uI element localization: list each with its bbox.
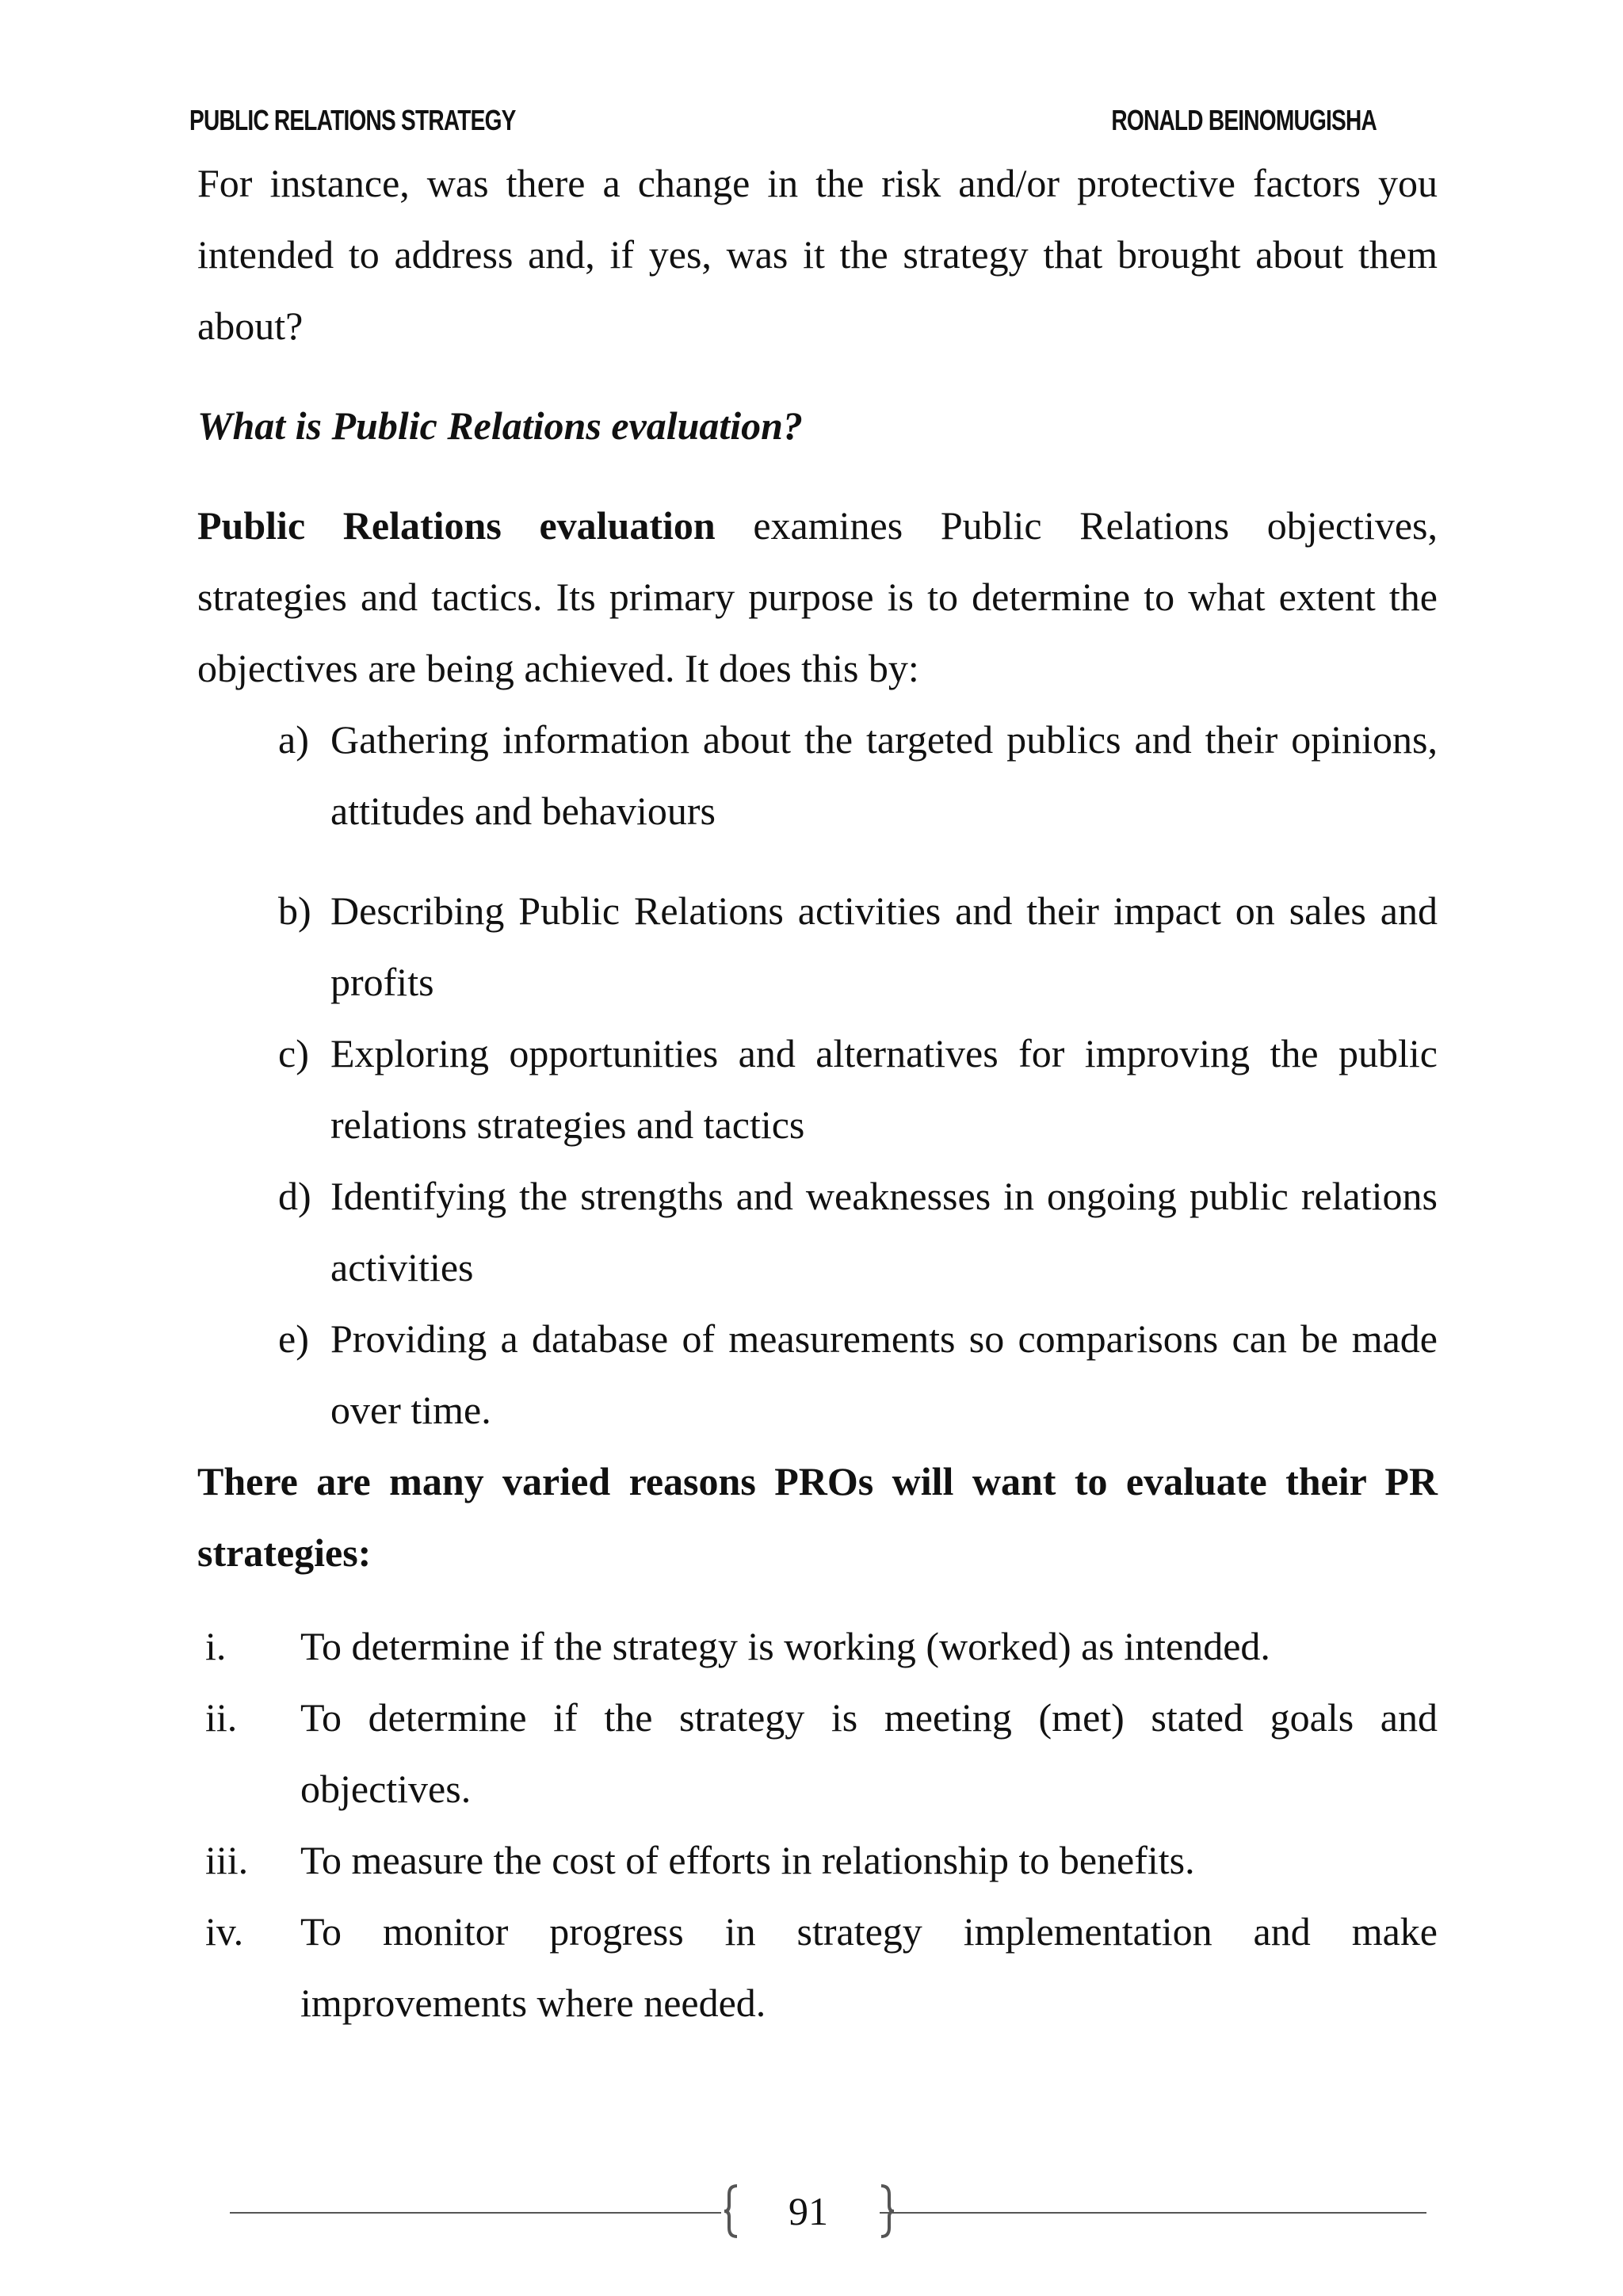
list-item	[197, 1682, 1438, 1824]
list-item-text: To measure the cost of efforts in relationship to benefits.	[300, 1838, 1195, 1882]
page-footer	[230, 2176, 1426, 2247]
list-item	[278, 1303, 1438, 1446]
section-heading: What is Public Relations evaluation?	[197, 403, 803, 448]
author-header: RONALD BEINOMUGISHA	[1111, 104, 1377, 136]
list-item	[197, 1610, 1438, 1682]
list-marker: i.	[205, 1624, 227, 1668]
definition-first-rest: examines Public Relations objectives,	[715, 503, 1438, 548]
list-item	[278, 704, 1438, 846]
list-item	[278, 875, 1438, 1018]
list-item-text: To determine if the strategy is working (worked) as intended.	[300, 1624, 1270, 1668]
list-item-text: Describing Public Relations activities and their impact on sales and profits	[330, 888, 1438, 1004]
reasons-heading: There are many varied reasons PROs will want to evaluate their PR strategies:	[197, 1459, 1438, 1575]
page-body	[197, 147, 1438, 2038]
list-item	[197, 1824, 1438, 1896]
list-marker: d)	[278, 1174, 311, 1218]
book-title-header: PUBLIC RELATIONS STRATEGY	[189, 104, 516, 136]
list-marker: iv.	[205, 1909, 244, 1954]
list-item	[197, 1896, 1438, 2038]
list-marker: a)	[278, 717, 309, 762]
running-header	[189, 101, 1377, 140]
list-item	[278, 1018, 1438, 1160]
list-item-text: Identifying the strengths and weaknesses in ongoing public relations activities	[330, 1174, 1438, 1289]
intro-line-2: intended to address and, if yes, was it the strategy that brought about them	[197, 232, 1438, 277]
list-item-text: To determine if the strategy is meeting (met) stated goals and objectives.	[300, 1695, 1438, 1811]
defined-term: Public Relations evaluation	[197, 503, 716, 548]
reasons-list	[197, 1610, 1438, 2038]
list-item	[278, 1160, 1438, 1303]
list-marker: ii.	[205, 1695, 238, 1740]
intro-line-3: about?	[197, 304, 304, 348]
footer-rule-left	[230, 2212, 721, 2214]
list-item-text: To monitor progress in strategy implementation and make improvements where needed.	[300, 1909, 1438, 2025]
list-marker: b)	[278, 888, 311, 933]
intro-line-1: For instance, was there a change in the risk and/or protective factors you	[197, 161, 1438, 205]
list-item-text: Gathering information about the targeted publics and their opinions, attitudes and behaviours	[330, 717, 1438, 833]
page-number: 91	[789, 2189, 828, 2233]
footer-rule-right	[880, 2212, 1426, 2214]
list-marker: iii.	[205, 1838, 249, 1882]
right-brace-icon	[878, 2183, 896, 2239]
definition-paragraph: strategies and tactics. Its primary purpose is to determine to what extent the objectives are being achieved. It does this by:	[197, 575, 1438, 690]
list-item-text: Exploring opportunities and alternatives for improving the public relations strategies and tactics	[330, 1031, 1438, 1147]
list-marker: c)	[278, 1031, 309, 1075]
evaluation-methods-list	[278, 704, 1438, 1446]
definition-first-line	[197, 490, 1438, 561]
list-marker: e)	[278, 1316, 309, 1361]
list-item-text: Providing a database of measurements so comparisons can be made over time.	[330, 1316, 1438, 1432]
